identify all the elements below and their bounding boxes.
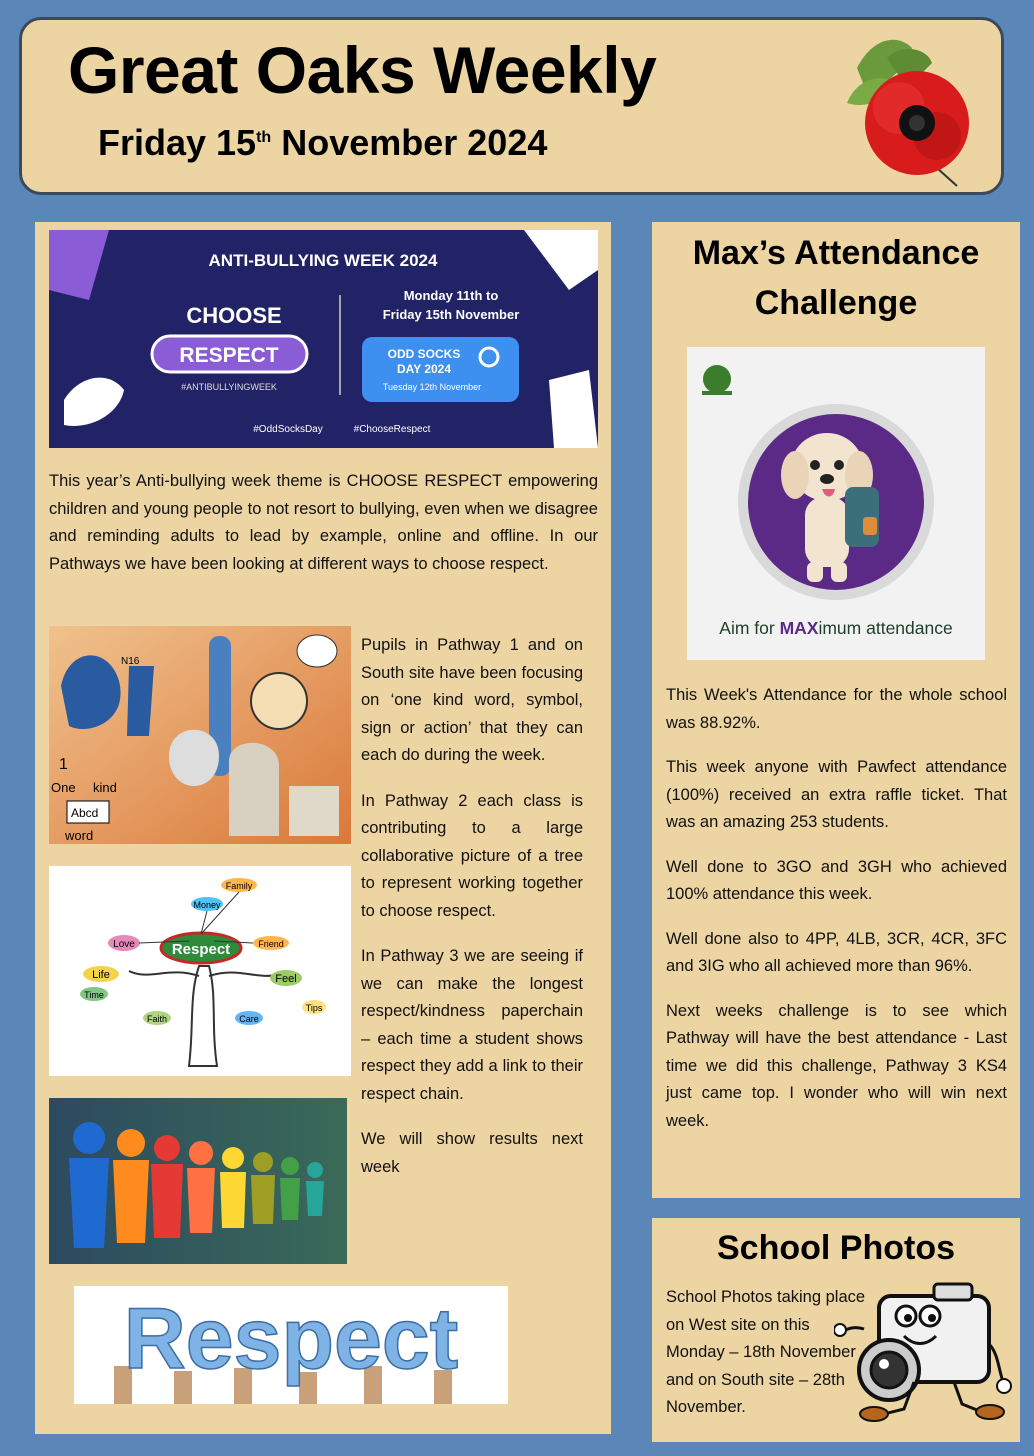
- paper-people-chain: [49, 1098, 347, 1264]
- art-label-kind: kind: [93, 780, 117, 795]
- newsletter-title: Great Oaks Weekly: [68, 33, 657, 107]
- results-note: We will show results next week: [361, 1130, 583, 1176]
- odd-socks-date: Tuesday 12th November: [382, 382, 482, 392]
- pathways-text: [361, 632, 583, 1199]
- attendance-paragraph: Next weeks challenge is to see which Pathway will have the best attendance - Last time we did this challenge, Pathway 3 KS4 just came top. I wonder who will win next week.: [666, 1001, 1007, 1130]
- banner-respect: RESPECT: [179, 344, 279, 367]
- intro-paragraph: This year’s Anti-bullying week theme is CHOOSE RESPECT empowering children and young people to not resort to bullying, even when we disagree and reminding adults to lead by example, online and offline. In our Pathways we have been looking at different ways to choose respect.: [49, 472, 598, 573]
- attendance-paragraph: This Week's Attendance for the whole school was 88.92%.: [666, 686, 1007, 732]
- banner-tag-1: #OddSocksDay: [253, 424, 323, 435]
- kind-word-artwork: [49, 626, 351, 844]
- respect-word: Respect: [123, 1291, 459, 1387]
- banner-dates-2: Friday 15th November: [382, 307, 520, 322]
- respect-tree-picture: [49, 866, 351, 1076]
- pathway-3-text: In Pathway 3 we are seeing if we can make the longest respect/kindness paperchain – each time a student shows respect they add a link to their respect chain.: [361, 947, 583, 1103]
- art-label-1: 1: [59, 756, 68, 773]
- banner-heading: ANTI-BULLYING WEEK 2024: [208, 251, 438, 270]
- newsletter-date: Friday 15th November 2024: [98, 122, 548, 163]
- art-label-one: One: [51, 780, 76, 795]
- odd-socks-2: DAY 2024: [396, 362, 452, 376]
- photos-title: School Photos: [717, 1229, 955, 1267]
- svg-text:Love: Love: [113, 939, 135, 950]
- banner-dates-1: Monday 11th to: [403, 288, 499, 303]
- attendance-title: Max’s Attendance Challenge: [692, 234, 980, 322]
- anti-bullying-banner: [49, 230, 598, 448]
- svg-text:Tips: Tips: [305, 1003, 323, 1013]
- attendance-section: [652, 222, 1020, 1198]
- masthead: [19, 17, 1004, 195]
- pathway-1-text: Pupils in Pathway 1 and on South site have been focusing on ‘one kind word, symbol, sign or action’ that they can each do during the week.: [361, 636, 583, 764]
- svg-text:Life: Life: [92, 969, 110, 981]
- svg-text:Feel: Feel: [275, 973, 297, 985]
- odd-socks-1: ODD SOCKS: [387, 347, 461, 361]
- banner-hashtag: #ANTIBULLYINGWEEK: [181, 382, 277, 392]
- respect-hands-picture: [74, 1286, 508, 1404]
- max-caption: Aim for MAXimum attendance: [719, 618, 953, 638]
- art-label-word: word: [65, 828, 94, 843]
- attendance-paragraph: This week anyone with Pawfect attendance (100%) received an extra raffle ticket. That was an amazing 253 students.: [666, 758, 1007, 831]
- photos-text: School Photos taking place on West site on this Monday – 18th November and on South site – 28th November.: [666, 1288, 866, 1416]
- anti-bullying-section: [35, 222, 611, 1434]
- pathway-2-text: In Pathway 2 each class is contributing to a large collaborative picture of a tree to represent working together to choose respect.: [361, 791, 583, 920]
- camera-icon: [834, 1274, 1014, 1424]
- art-label-abcd: Abcd: [71, 806, 99, 820]
- attendance-text: [666, 682, 1007, 1152]
- banner-tag-2: #ChooseRespect: [353, 424, 431, 435]
- svg-text:Care: Care: [239, 1014, 259, 1024]
- art-label-n16: N16: [121, 656, 140, 667]
- max-dog-poster: [687, 347, 985, 660]
- svg-text:Friend: Friend: [258, 939, 284, 949]
- svg-text:Family: Family: [225, 881, 253, 891]
- svg-text:Money: Money: [193, 900, 221, 910]
- tree-center: Respect: [171, 941, 231, 958]
- svg-text:Faith: Faith: [146, 1014, 168, 1024]
- banner-choose: CHOOSE: [186, 303, 282, 328]
- school-photos-section: [652, 1218, 1020, 1442]
- attendance-paragraph: Well done also to 4PP, 4LB, 3CR, 4CR, 3FC and 3IG who all achieved more than 96%.: [666, 929, 1007, 975]
- attendance-paragraph: Well done to 3GO and 3GH who achieved 100% attendance this week.: [666, 857, 1007, 903]
- svg-text:Time: Time: [84, 990, 104, 1000]
- poppy-icon: [827, 28, 977, 188]
